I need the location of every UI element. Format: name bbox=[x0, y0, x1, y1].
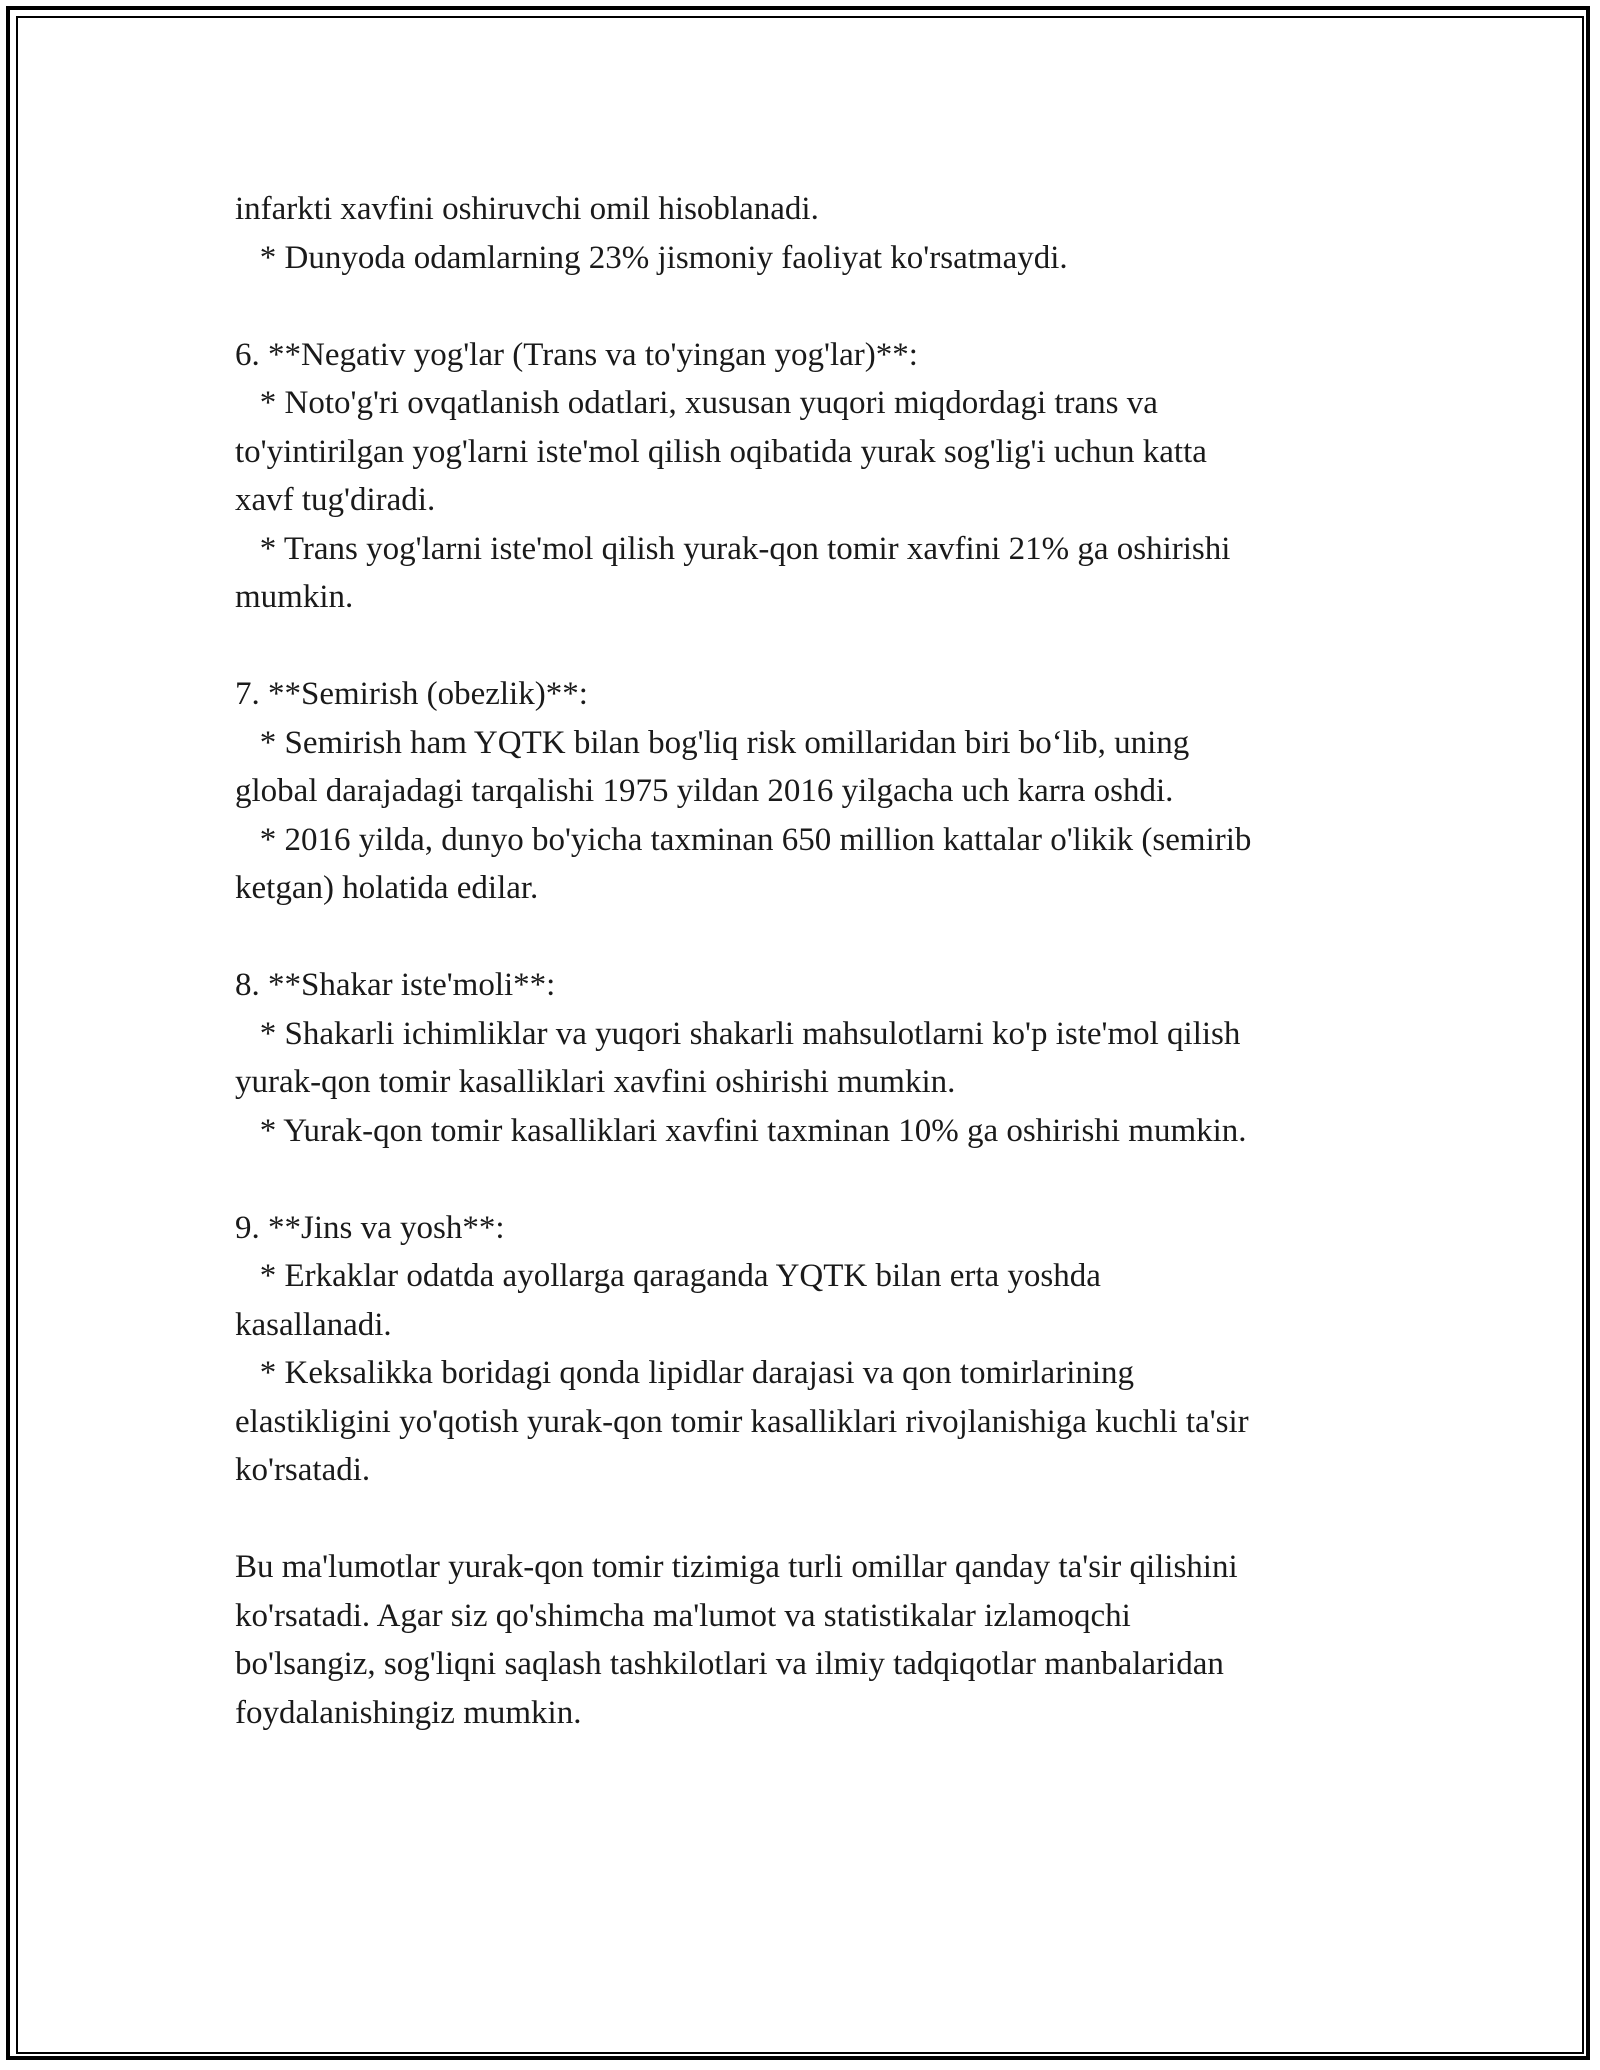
blank-line bbox=[235, 622, 1385, 671]
text-line: to'yintirilgan yog'larni iste'mol qilish oqibatida yurak sog'lig'i uchun katta bbox=[235, 433, 1207, 470]
text-line: bo'lsangiz, sog'liqni saqlash tashkilotlari va ilmiy tadqiqotlar manbalaridan bbox=[235, 1646, 1224, 1682]
blank-line bbox=[235, 1495, 1385, 1544]
blank-line bbox=[235, 1155, 1385, 1204]
text-line: xavf tug'diradi. bbox=[235, 482, 436, 518]
text-line: * Keksalikka boridagi qonda lipidlar darajasi va qon tomirlarining bbox=[235, 1355, 1135, 1391]
text-line: elastikligini yo'qotish yurak-qon tomir kasalliklari rivojlanishiga kuchli ta'sir bbox=[235, 1403, 1249, 1440]
blank-line bbox=[235, 282, 1385, 331]
text-line: foydalanishingiz mumkin. bbox=[235, 1694, 582, 1731]
section-heading: 9. **Jins va yosh**: bbox=[235, 1209, 505, 1246]
text-line: infarkti xavfini oshiruvchi omil hisoblanadi. bbox=[235, 191, 819, 227]
section-heading: 6. **Negativ yog'lar (Trans va to'yingan yog'lar)**: bbox=[235, 336, 918, 373]
text-line: * Shakarli ichimliklar va yuqori shakarli mahsulotlarni ko'p iste'mol qilish bbox=[235, 1015, 1241, 1052]
document-body bbox=[235, 185, 1385, 1737]
text-line: mumkin. bbox=[235, 579, 354, 615]
section-heading: 7. **Semirish (obezlik)**: bbox=[235, 676, 588, 712]
text-line: yurak-qon tomir kasalliklari xavfini oshirishi mumkin. bbox=[235, 1064, 956, 1100]
text-line: * Semirish ham YQTK bilan bog'liq risk omillaridan biri bo‘lib, uning bbox=[235, 724, 1190, 761]
section-heading: 8. **Shakar iste'moli**: bbox=[235, 967, 556, 1003]
text-line: * Dunyoda odamlarning 23% jismoniy faoliyat ko'rsatmaydi. bbox=[235, 239, 1068, 276]
text-line: ko'rsatadi. bbox=[235, 1452, 371, 1488]
blank-line bbox=[235, 913, 1385, 962]
text-line: global darajadagi tarqalishi 1975 yildan 2016 yilgacha uch karra oshdi. bbox=[235, 773, 1174, 809]
text-line: * 2016 yilda, dunyo bo'yicha taxminan 650 million kattalar o'likik (semirib bbox=[235, 821, 1252, 858]
text-line: ketgan) holatida edilar. bbox=[235, 870, 539, 906]
text-line: * Erkaklar odatda ayollarga qaraganda YQTK bilan erta yoshda bbox=[235, 1258, 1101, 1294]
text-line: Bu ma'lumotlar yurak-qon tomir tizimiga turli omillar qanday ta'sir qilishini bbox=[235, 1549, 1238, 1585]
text-line: kasallanadi. bbox=[235, 1306, 392, 1343]
text-line: * Noto'g'ri ovqatlanish odatlari, xususan yuqori miqdordagi trans va bbox=[235, 385, 1158, 421]
text-line: ko'rsatadi. Agar siz qo'shimcha ma'lumot va statistikalar izlamoqchi bbox=[235, 1597, 1131, 1634]
text-line: * Trans yog'larni iste'mol qilish yurak-qon tomir xavfini 21% ga oshirishi bbox=[235, 530, 1231, 567]
text-line: * Yurak-qon tomir kasalliklari xavfini taxminan 10% ga oshirishi mumkin. bbox=[235, 1112, 1247, 1149]
